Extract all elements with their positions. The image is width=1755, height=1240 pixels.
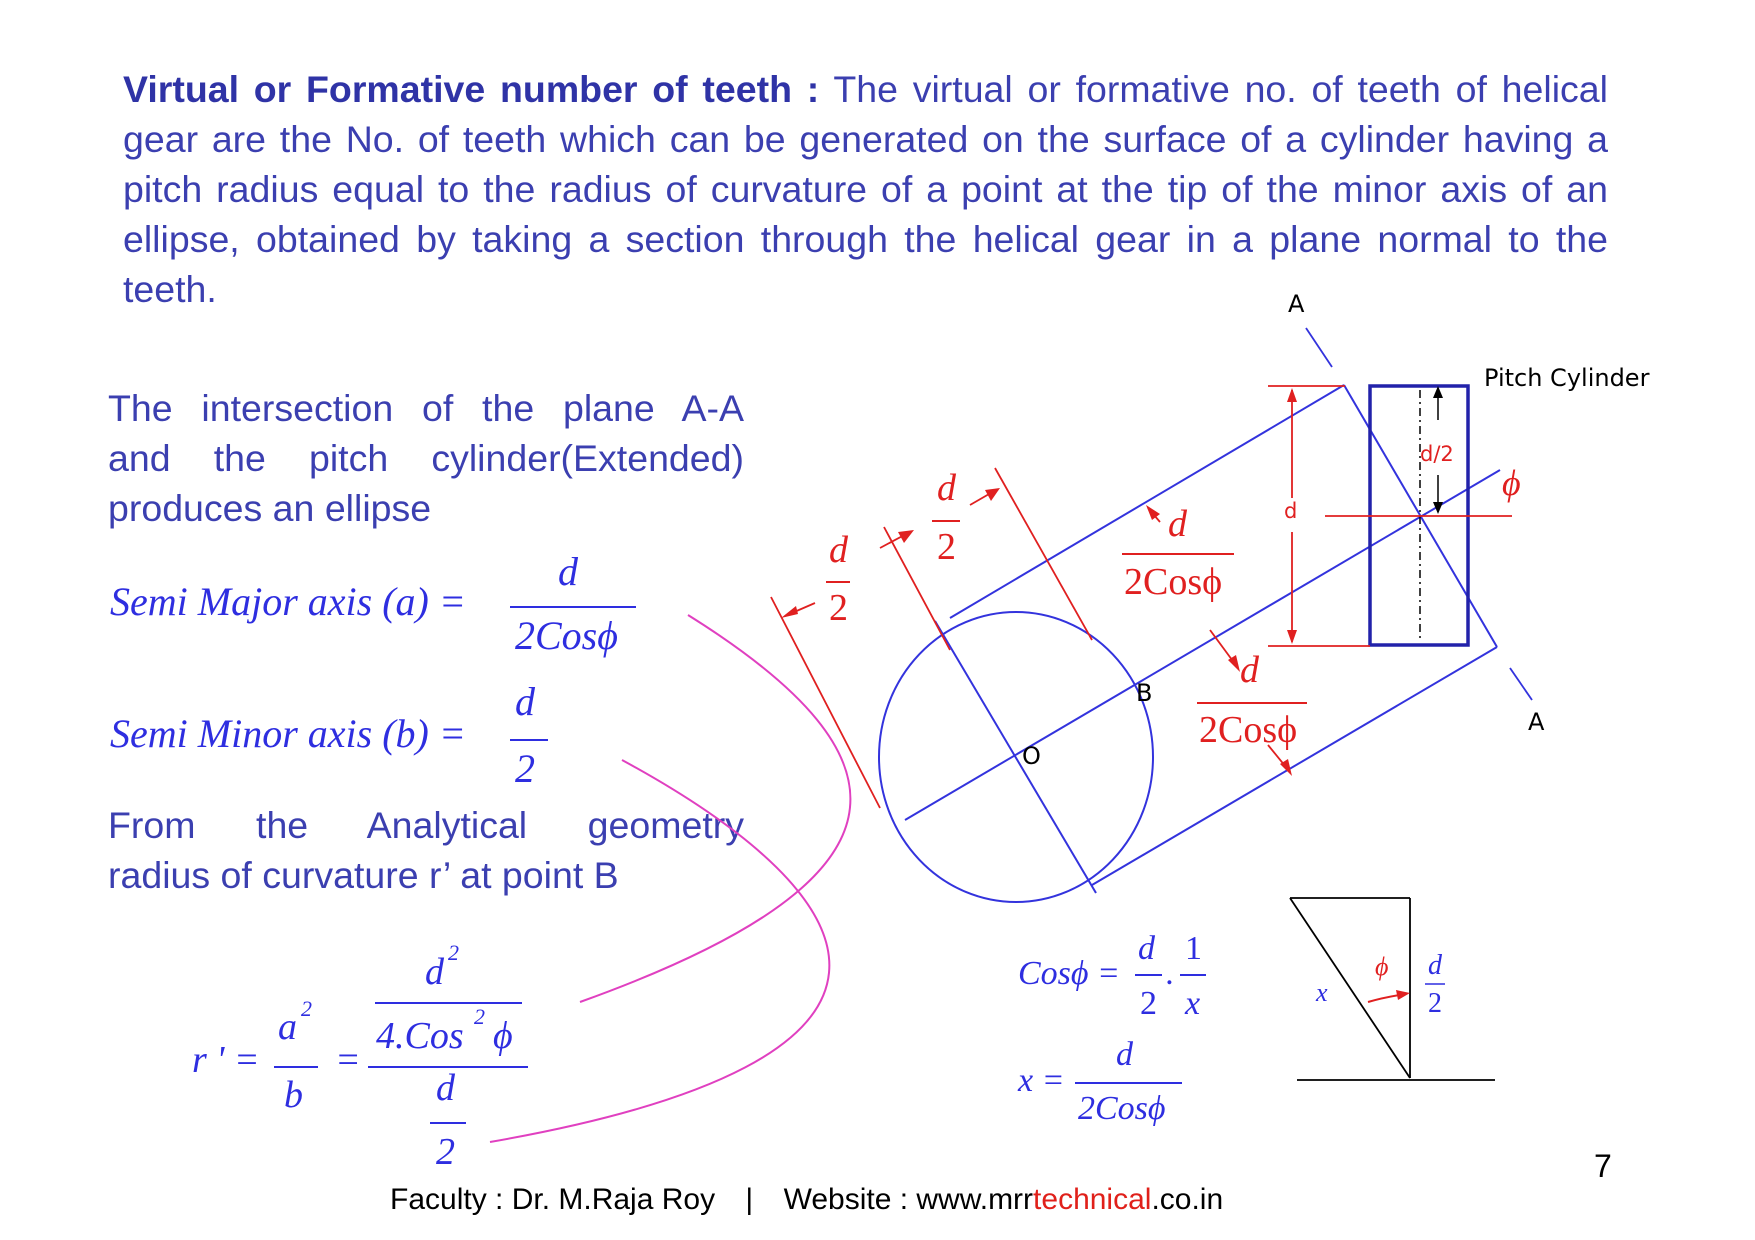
cos-one: 1 (1185, 930, 1202, 967)
frac-a-num: d (829, 529, 848, 571)
frac-c-num: d (1168, 503, 1187, 545)
intro-line-1: The intersection of the plane A-A (108, 387, 744, 429)
footer-website-highlight: technical (1033, 1183, 1152, 1216)
r-a: a (278, 1006, 297, 1048)
r-bot-den: 2 (436, 1131, 455, 1173)
r-top-num-exp: 2 (448, 940, 459, 965)
r-eq: = (335, 1039, 361, 1081)
label-phi: ϕ (1502, 463, 1521, 503)
semi-minor-den: 2 (515, 746, 535, 791)
triangle-x: x (1316, 978, 1328, 1007)
d-dim-arrow-top (1287, 388, 1297, 402)
pink-curve-b (490, 760, 829, 1142)
page-number: 7 (1594, 1148, 1612, 1184)
label-b: B (1136, 679, 1153, 707)
footer (390, 1183, 1223, 1217)
cos-d: d (1138, 930, 1155, 967)
ellipse-minor-axis (935, 621, 1096, 893)
semi-minor-label: Semi Minor axis (b) = (110, 711, 466, 756)
label-a-bottom: A (1528, 708, 1545, 736)
x-den: 2Cosϕ (1078, 1090, 1166, 1127)
frac-a-den: 2 (829, 587, 848, 629)
plane-a-top-tick (1306, 328, 1332, 367)
r-b: b (284, 1074, 303, 1116)
intro-line-2: and the pitch cylinder(Extended) (108, 437, 744, 479)
cos-dot: . (1166, 955, 1175, 992)
frac-d-den: 2Cosϕ (1199, 709, 1298, 751)
triangle-d: d (1428, 950, 1442, 981)
d-dim-arrow-bottom (1287, 630, 1297, 644)
label-d-half: d/2 (1420, 442, 1454, 466)
footer-faculty: Faculty : Dr. M.Raja Roy (390, 1183, 716, 1216)
analytic-line-2: radius of curvature r’ at point B (108, 854, 619, 896)
triangle-hypotenuse (1290, 898, 1410, 1078)
label-o: O (1022, 742, 1041, 770)
cos-two: 2 (1140, 985, 1157, 1022)
x-lhs: x = (1018, 1062, 1065, 1099)
label-a-top: A (1288, 290, 1305, 318)
ext-line-1 (771, 597, 880, 808)
definition-term: Virtual or Formative number of teeth : (123, 68, 820, 110)
semi-minor-num: d (515, 679, 535, 724)
triangle-phi: ϕ (1375, 952, 1389, 981)
footer-separator: | (745, 1183, 754, 1216)
r-lhs: r ' = (192, 1039, 260, 1081)
definition-text: The virtual or formative no. of teeth of helical gear are the No. of teeth which can be generated on the surface of a cylinder having a pitch radius equal to the radius of curvature of a point at the tip of the minor axis of an ellipse, obtained by taking a section through the helical gear in a plane normal to the teeth. (123, 68, 1608, 310)
frac-b-den: 2 (937, 526, 956, 568)
cos-x: x (1185, 985, 1201, 1022)
intro-line-3: produces an ellipse (108, 487, 432, 529)
r-a-exp: 2 (301, 996, 312, 1021)
label-d: d (1284, 499, 1298, 523)
x-num: d (1116, 1036, 1133, 1073)
footer-website-suffix: .co.in (1151, 1183, 1224, 1216)
semi-major-label: Semi Major axis (a) = (110, 579, 466, 624)
dim-2cos-upper-arrow (1146, 505, 1160, 520)
r-bot-num: d (436, 1067, 455, 1109)
dim-d2-left-arrow (781, 606, 798, 618)
analytic-line-1: From the Analytical geometry (108, 804, 744, 846)
plane-a-bottom-tick (1510, 668, 1532, 700)
r-top-den-phi: ϕ (493, 1015, 513, 1057)
r-top-den-exp: 2 (474, 1004, 485, 1029)
cos-lhs: Cosϕ = (1018, 955, 1120, 992)
frac-c-den: 2Cosϕ (1124, 561, 1223, 603)
triangle-two: 2 (1428, 988, 1442, 1019)
semi-major-den: 2Cosϕ (515, 613, 618, 658)
frac-d-num: d (1240, 649, 1259, 691)
r-top-den: 4.Cos (376, 1015, 464, 1057)
frac-b-num: d (937, 467, 956, 509)
label-pitch-cylinder: Pitch Cylinder (1484, 364, 1650, 392)
footer-website-prefix: Website : www.mrr (783, 1183, 1034, 1216)
d-half-arrow-top (1433, 386, 1443, 398)
r-top-num: d (425, 951, 444, 993)
semi-major-num: d (558, 549, 578, 594)
triangle-phi-arrow (1396, 990, 1410, 1000)
